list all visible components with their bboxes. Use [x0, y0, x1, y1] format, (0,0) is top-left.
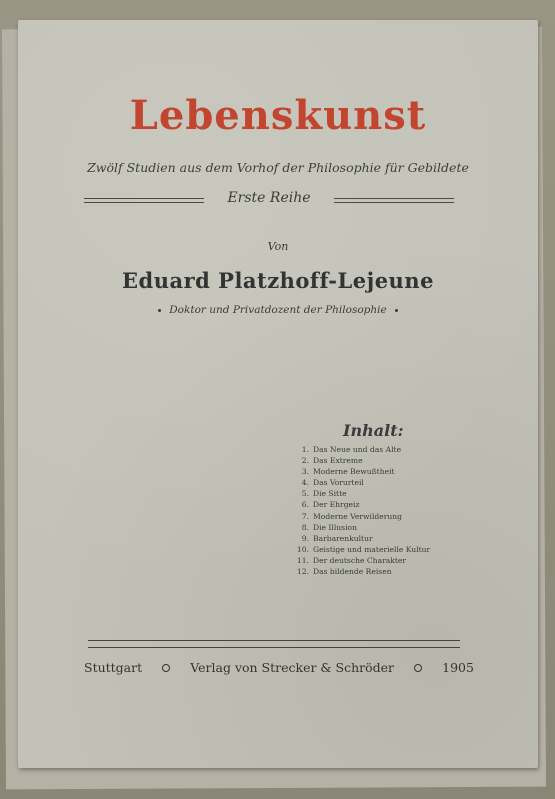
contents-item	[292, 522, 430, 533]
author-name: Eduard Platzhoff-Lejeune	[122, 268, 434, 293]
series-row	[84, 190, 454, 210]
bullet-icon	[158, 309, 161, 312]
contents-item	[292, 511, 430, 522]
contents-item-number: 2.	[301, 456, 309, 466]
book-cover	[18, 20, 538, 768]
imprint-year: 1905	[442, 660, 474, 675]
bullet-icon	[395, 309, 398, 312]
author-credentials	[18, 304, 538, 316]
contents-item-title: Das Neue und das Alte	[313, 445, 402, 454]
contents-item-number: 3.	[301, 467, 309, 477]
ring-ornament-icon	[414, 664, 422, 672]
contents-item	[292, 488, 430, 499]
contents-item-title: Moderne Bewußtheit	[313, 467, 395, 477]
contents-item	[292, 566, 430, 577]
contents-item-number: 4.	[301, 478, 309, 488]
credentials-text: Doktor und Privatdozent der Philosophie	[169, 304, 387, 316]
by-label: Von	[267, 240, 289, 253]
series-rule-right	[334, 198, 454, 203]
contents-item-title: Das bildende Reisen	[313, 567, 392, 577]
contents-item-number: 1.	[301, 445, 309, 454]
imprint-city: Stuttgart	[84, 660, 143, 675]
contents-item-title: Das Vorurteil	[313, 478, 364, 488]
imprint-publisher: Verlag von Strecker & Schröder	[190, 660, 395, 675]
contents-item-title: Der Ehrgeiz	[313, 500, 360, 510]
series-label: Erste Reihe	[227, 190, 311, 206]
contents-item-number: 5.	[301, 489, 309, 499]
contents-item-number: 7.	[301, 511, 309, 521]
contents-item-title: Der deutsche Charakter	[313, 555, 407, 565]
contents-item	[292, 477, 430, 488]
contents-item-number: 8.	[301, 522, 309, 532]
contents-item-title: Die Illusion	[313, 522, 357, 532]
contents-item-title: Geistige und materielle Kultur	[313, 544, 431, 554]
contents-item-title: Barbarenkultur	[313, 533, 373, 543]
contents-list	[292, 444, 430, 577]
contents-item-title: Moderne Verwilderung	[313, 511, 403, 521]
ring-ornament-icon	[162, 664, 170, 672]
contents-item-title: Das Extreme	[313, 456, 363, 466]
contents-item	[292, 544, 430, 555]
book-subtitle: Zwölf Studien aus dem Vorhof der Philosophie für Gebildete	[87, 160, 469, 175]
contents-item-number: 11.	[296, 555, 309, 565]
contents-item-number: 6.	[301, 500, 309, 510]
contents-item	[292, 499, 430, 510]
contents-item	[292, 444, 430, 455]
contents-item-number: 12.	[296, 567, 309, 577]
contents-item-title: Die Sitte	[313, 489, 347, 499]
contents-item	[292, 455, 430, 466]
book-title: Lebenskunst	[129, 92, 427, 139]
contents-item-number: 10.	[296, 544, 309, 554]
contents-item	[292, 555, 430, 566]
imprint-double-rule	[88, 640, 460, 648]
contents-item-number: 9.	[301, 533, 309, 543]
imprint-line	[84, 660, 474, 675]
contents-item	[292, 466, 430, 477]
contents-item	[292, 533, 430, 544]
contents-heading: Inhalt:	[343, 421, 404, 440]
